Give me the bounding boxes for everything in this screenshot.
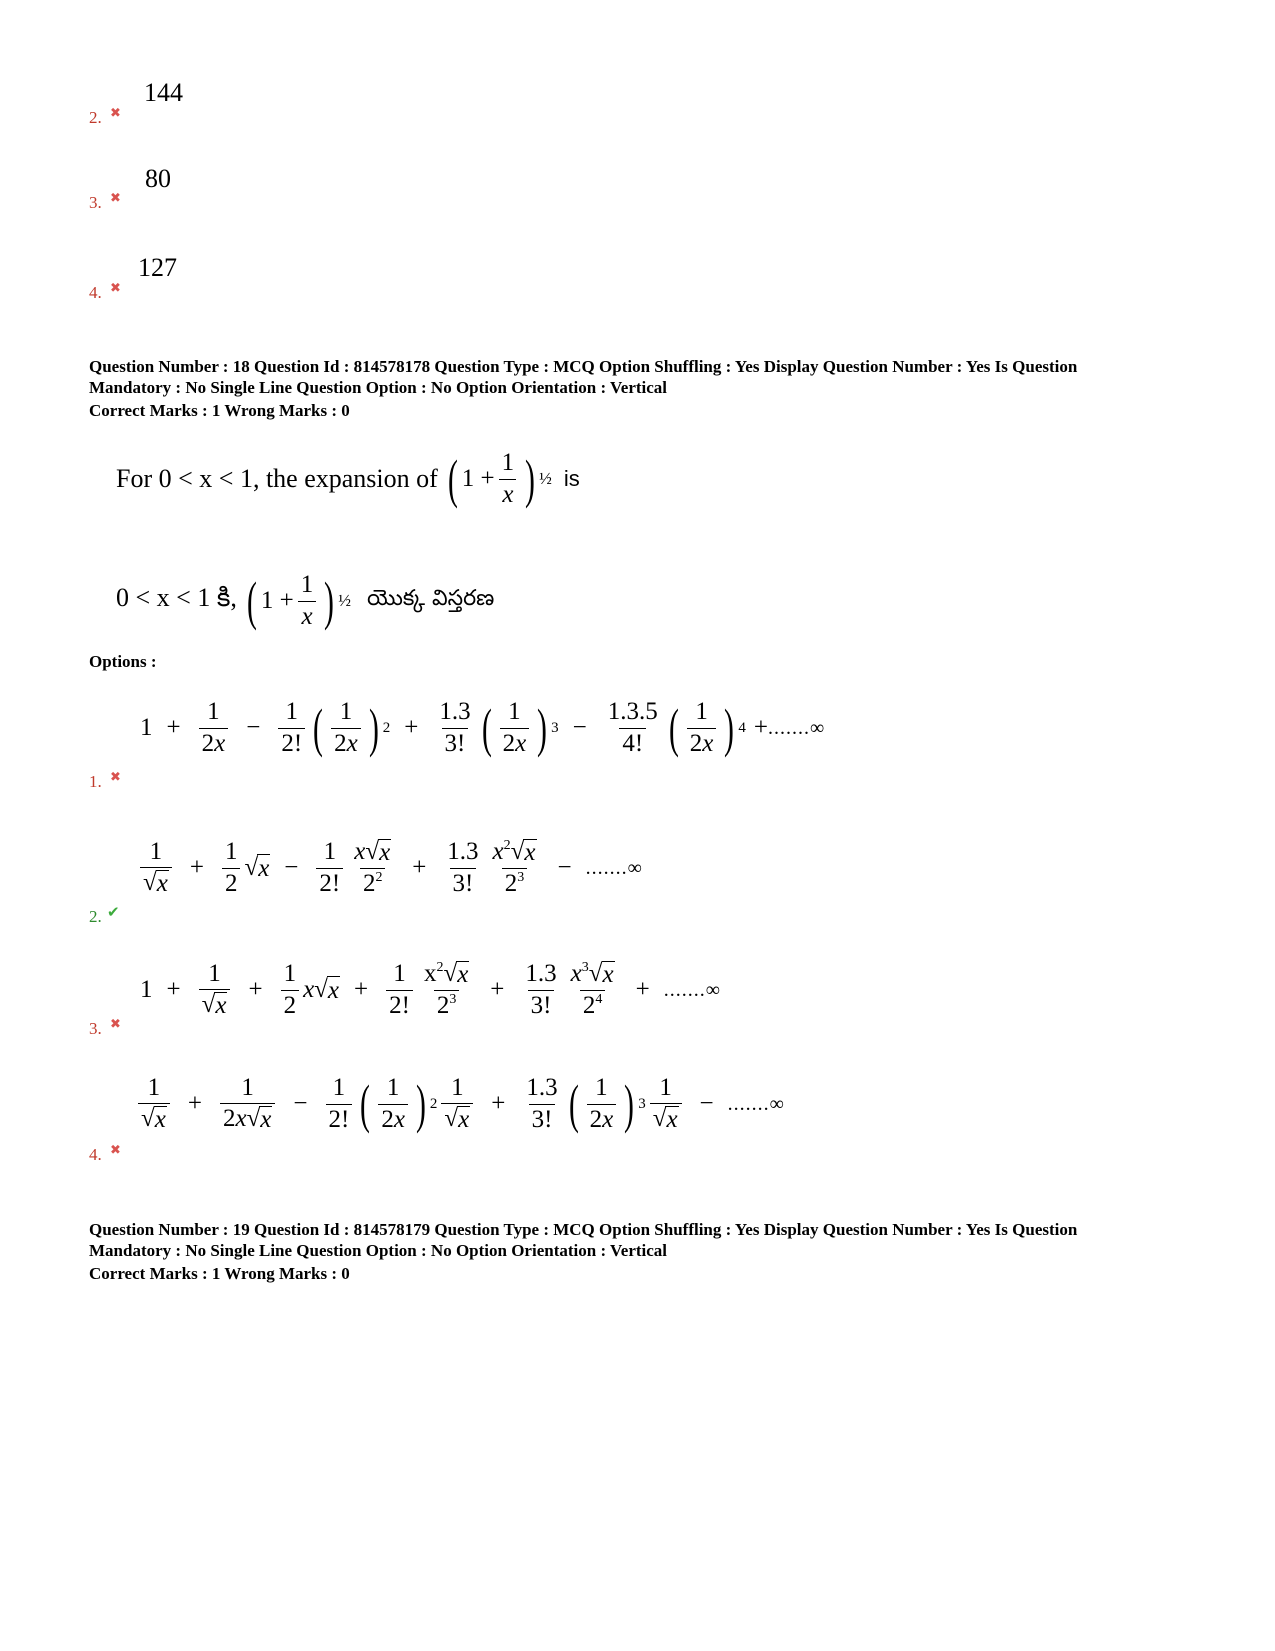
question-18-stem-english [116,440,580,518]
stem-te-suffix: యొక్క విస్తరణ [366,586,495,611]
option-3-number: 3. [89,1019,102,1038]
cross-icon: ✖ [110,1143,121,1158]
cross-icon: ✖ [110,106,121,121]
check-icon: ✔ [107,903,120,921]
option-4-number: 4. [89,1145,102,1164]
options-label: Options : [89,652,157,671]
question-19-meta [89,1219,1077,1261]
question-19-meta-line2: Mandatory : No Single Line Question Option : No Option Orientation : Vertical [89,1241,668,1260]
cross-icon: ✖ [110,191,121,206]
option-4-expression: 1 √ x + 1 2x √ x − $\frac{1}{2!}$ ( 1 2x ) 2 1 √ x + $\frac{1.3}{3!}$ ( 1 2x ) 3 1 √ x − .......∞ [134,1066,785,1142]
stem-en-expression: ( 1 + 1 x ) ½ [447,449,552,509]
question-18-meta-line2: Mandatory : No Single Line Question Option : No Option Orientation : Vertical [89,378,668,397]
option-2-expression: 1 √ x + $\frac{1}{2}$ √ x − $\frac{1}{2!}$ x √ x $2^2$ + $\frac{1.3}{3!}$ $x^2$ √ x $2^3$ − .......∞ [136,832,643,904]
option-2-number: 2. [89,907,102,926]
prev-option-3-number: 3. [89,193,102,212]
prev-option-4-number: 4. [89,283,102,302]
stem-en-is: is [563,466,580,491]
cross-icon: ✖ [110,1017,121,1032]
prev-option-2-value: 144 [144,78,183,107]
question-18-meta [89,356,1077,398]
stem-te-expression: ( 1 + 1 x ) ½ [246,571,351,631]
prev-option-4-value: 127 [138,253,177,282]
question-18-marks: Correct Marks : 1 Wrong Marks : 0 [89,401,350,420]
question-19-marks: Correct Marks : 1 Wrong Marks : 0 [89,1264,350,1283]
stem-en-text: For 0 < x < 1, the expansion of [116,464,438,493]
cross-icon: ✖ [110,770,121,785]
cross-icon: ✖ [110,281,121,296]
prev-option-2-number: 2. [89,108,102,127]
question-18-meta-line1: Question Number : 18 Question Id : 814578178 Question Type : MCQ Option Shuffling : Yes Display Question Number : Yes Is Question [89,357,1078,376]
stem-te-prefix: 0 < x < 1 కి, [116,583,237,612]
option-1-number: 1. [89,772,102,791]
prev-option-3-value: 80 [145,164,171,193]
question-18-stem-telugu [116,562,494,640]
option-3-expression: 1 + 1 √ x + $\frac{1}{2}$ x √ x + $\frac{1}{2!}$ $x^2$ √ x $2^3$ + $\frac{1.3}{3!}$ $x^3$ √ x $2^4$ + .......∞ [140,959,721,1019]
option-1-expression: 1 + $\frac{1}{2x}$ − $\frac{1}{2!}$ ( 1 2x ) 2 + $\frac{1.3}{3!}$ ( 1 2x ) 3 − $\frac{1.3.5}{4!}$ ( 1 2x ) 4 + .......∞ [140,698,826,758]
question-19-meta-line1: Question Number : 19 Question Id : 814578179 Question Type : MCQ Option Shuffling : Yes Display Question Number : Yes Is Question [89,1220,1078,1239]
